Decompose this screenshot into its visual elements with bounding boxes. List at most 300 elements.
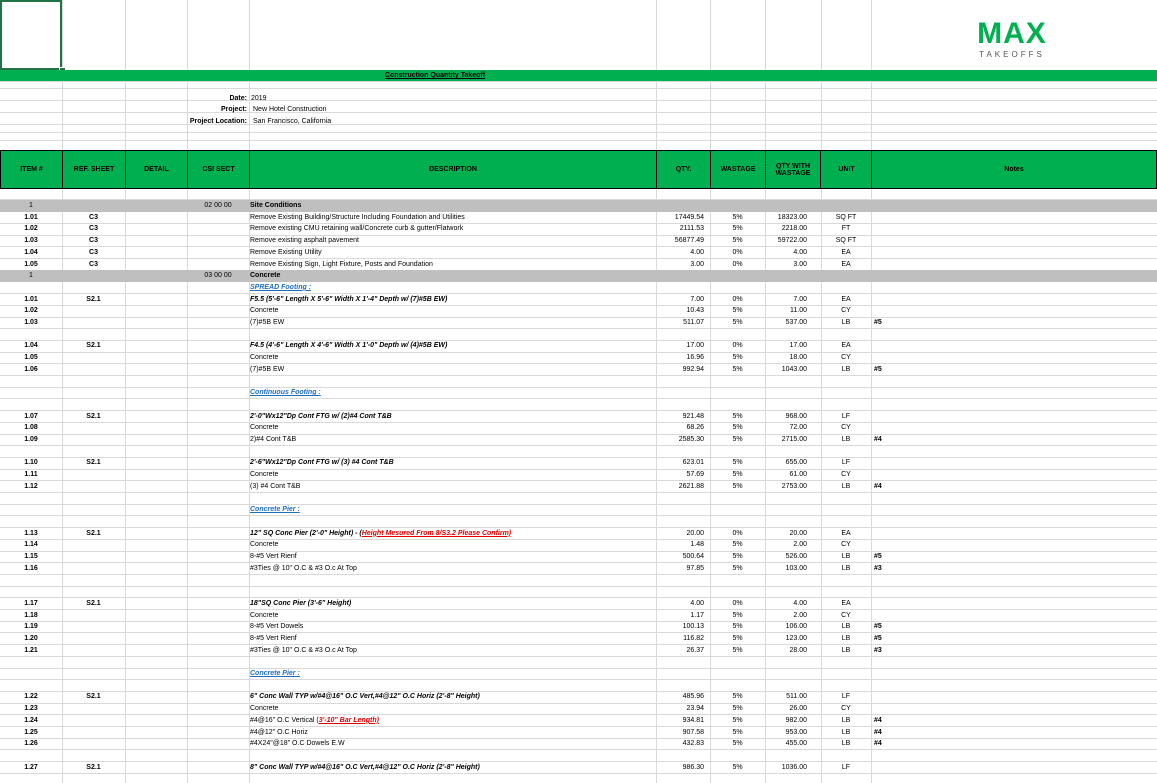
cell-ref[interactable]: C3 [89,260,98,268]
cell-w[interactable]: 5% [732,436,743,443]
cell-qw[interactable]: 2.00 [793,611,807,619]
cell-desc[interactable]: 6" Conc Wall TYP w/#4@16" O.C Vert,#4@12" O.C Horiz (2'-8" Height) [250,693,480,701]
cell-unit[interactable]: LB [841,634,851,642]
cell-item[interactable]: 1.15 [24,553,38,560]
cell-qty[interactable]: 56877.49 [674,237,704,245]
cell-item[interactable]: 1.16 [24,564,38,572]
cell-unit[interactable]: LB [841,365,851,373]
table-row[interactable] [0,387,1157,399]
blank-row[interactable] [0,446,1157,458]
cell-unit[interactable]: LF [841,459,851,467]
cell-note[interactable]: #4 [874,436,882,443]
cell-w[interactable]: 5% [732,705,743,713]
sheet-title[interactable]: Construction Quantity Takeoff [384,72,486,79]
cell-w[interactable]: 5% [732,213,743,221]
cell-qw[interactable]: 61.00 [789,471,807,479]
cell-ref[interactable]: S2.1 [86,459,101,467]
cell-item[interactable]: 1.03 [24,319,38,326]
cell-note[interactable]: #4 [874,728,882,736]
table-row[interactable] [0,481,1157,493]
cell-qty[interactable]: 68.26 [686,424,704,432]
cell-ref[interactable]: C3 [89,213,98,221]
cell-item[interactable]: 1.27 [24,763,38,771]
cell-desc[interactable]: (3) #4 Cont T&B [250,482,301,490]
cell-item[interactable]: 1.19 [24,623,38,631]
table-row[interactable] [0,551,1157,563]
header-notes[interactable]: Notes [1004,166,1024,173]
cell-unit[interactable]: LF [841,763,851,771]
cell-qw[interactable]: 3.00 [793,260,807,268]
cell-unit[interactable]: CY [841,354,851,362]
cell-qw[interactable]: 537.00 [785,319,807,326]
table-row[interactable] [0,352,1157,364]
cell-w[interactable]: 0% [732,342,743,350]
cell-unit[interactable]: LF [841,412,851,420]
cell-item[interactable]: 1.18 [24,611,38,619]
blank-row[interactable] [0,656,1157,668]
cell-desc[interactable]: Remove existing CMU retaining wall/Concrete curb & gutter/Flatwork [250,225,464,233]
cell-qw[interactable]: 2753.00 [781,482,807,490]
cell-qty[interactable]: 17.00 [686,342,704,350]
cell-w[interactable]: 0% [732,248,743,256]
cell-item[interactable]: 1.01 [24,213,38,221]
table-row[interactable] [0,645,1157,657]
cell-unit[interactable]: LB [841,564,851,572]
cell-qty[interactable]: 2111.53 [679,225,704,233]
cell-ref[interactable]: S2.1 [86,529,101,537]
cell-qty[interactable]: 907.58 [682,728,704,736]
cell-qty[interactable]: 934.81 [682,716,704,724]
cell-desc[interactable]: #4@16" O.C Vertical (3'-10" Bar Length) [250,716,379,724]
cell-w[interactable]: 5% [732,623,743,631]
cell-qty[interactable]: 921.48 [682,412,704,420]
cell-desc[interactable]: 2'-6"Wx12"Dp Cont FTG w/ (3) #4 Cont T&B [250,459,394,467]
cell-qw[interactable]: 968.00 [785,412,807,420]
cell-desc[interactable]: Remove Existing Building/Structure Including Foundation and Utilities [250,213,465,221]
cell-item[interactable]: 1.09 [24,436,38,443]
cell-desc[interactable]: Remove Existing Sign, Light Fixture, Posts and Foundation [250,260,433,268]
blank-row[interactable] [0,376,1157,388]
header-qty[interactable]: QTY. [657,151,711,188]
cell-qw[interactable]: 72.00 [789,424,807,432]
cell-qw[interactable]: 4.00 [793,599,807,607]
cell-item[interactable]: 1.26 [24,740,38,748]
cell-w[interactable]: 5% [732,307,743,315]
cell-item[interactable]: 1.04 [24,248,38,256]
cell-unit[interactable]: LB [841,716,851,724]
subheading-link[interactable]: SPREAD Footing : [250,283,312,291]
cell-item[interactable]: 1.22 [24,693,38,701]
cell-qw[interactable]: 4.00 [793,248,807,256]
header-ref-sheet[interactable]: REF. SHEET [63,151,126,188]
cell-ref[interactable]: C3 [89,237,98,245]
info-label-project[interactable]: Project: [220,106,247,113]
grid-hline [0,132,1157,133]
cell-qty[interactable]: 26.37 [686,646,704,654]
cell-qw[interactable]: 953.00 [785,728,807,736]
cell-w[interactable]: 5% [732,728,743,736]
cell-qw[interactable]: 20.00 [789,529,807,537]
cell-qty[interactable]: 992.94 [682,365,704,373]
cell-unit[interactable]: CY [841,471,851,479]
cell-qw[interactable]: 982.00 [785,716,807,724]
header-description[interactable]: DESCRIPTION [250,151,657,188]
cell-item[interactable]: 1.13 [24,529,38,537]
cell-item[interactable]: 1.17 [24,599,38,607]
table-row[interactable] [0,504,1157,516]
cell-desc[interactable]: #4@12" O.C Horiz [250,728,308,736]
cell-unit[interactable]: LB [841,482,851,490]
cell-desc[interactable] [250,668,655,680]
cell-item[interactable]: 1.04 [24,342,38,350]
cell-item[interactable]: 1.21 [24,646,38,654]
cell-desc[interactable]: #3Ties @ 10" O.C & #3 O.c At Top [250,564,357,572]
cell-qw[interactable]: 18.00 [789,354,807,362]
info-label-location[interactable]: Project Location: [189,118,247,125]
cell-note[interactable]: #3 [874,564,882,572]
cell-unit[interactable]: LB [841,728,851,736]
cell-unit[interactable]: EA [841,295,851,303]
cell-item[interactable]: 1.03 [24,237,38,245]
cell-qty[interactable]: 10.43 [686,307,704,315]
cell-desc[interactable]: F5.5 (5'-6" Length X 5'-6" Width X 1'-4" Depth w/ (7)#5B EW) [250,295,448,303]
cell-unit[interactable]: LB [841,553,851,560]
header-csi-sect[interactable]: CSI SECT [188,151,250,188]
cell-w[interactable]: 5% [732,365,743,373]
cell-desc[interactable]: Concrete [250,354,279,362]
cell-item[interactable]: 1.05 [24,260,38,268]
table-row[interactable] [0,762,1157,774]
cell-note[interactable]: #5 [874,365,882,373]
cell-qty[interactable]: 2585.30 [678,436,704,443]
cell-qty[interactable]: 511.07 [683,319,704,326]
cell-qw[interactable]: 2218.00 [781,225,807,233]
cell-item[interactable]: 1.06 [24,365,38,373]
cell-item[interactable]: 1.05 [24,354,38,362]
blank-row[interactable] [0,493,1157,505]
cell-ref[interactable]: C3 [89,248,98,256]
cell-unit[interactable]: LB [841,436,851,443]
cell-unit[interactable]: LF [841,693,851,701]
info-value-location[interactable]: San Francisco, California [253,118,332,125]
cell-qw[interactable]: 59722.00 [777,237,807,245]
cell-qw[interactable]: 2715.00 [781,436,807,443]
cell-w[interactable]: 5% [732,611,743,619]
cell-item[interactable]: 1 [29,272,33,280]
cell-qw[interactable]: 11.00 [790,307,807,315]
cell-desc[interactable]: 8-#5 Vert Rienf [250,634,297,642]
table-row[interactable] [0,247,1157,259]
cell-csi[interactable]: 03 00 00 [204,272,232,280]
cell-qty[interactable]: 23.94 [686,705,704,713]
cell-w[interactable]: 5% [732,482,743,490]
table-row[interactable] [0,528,1157,540]
cell-qw[interactable]: 1036.00 [781,763,807,771]
cell-qw[interactable]: 655.00 [785,459,807,467]
cell-qty[interactable]: 3.00 [690,260,704,268]
cell-item[interactable]: 1.12 [24,482,38,490]
cell-desc[interactable]: Concrete [250,272,281,280]
cell-qty[interactable]: 116.82 [683,634,704,642]
cell-desc[interactable]: Concrete [250,307,279,315]
cell-qw[interactable]: 455.00 [785,740,807,748]
table-row[interactable] [0,691,1157,703]
section-row[interactable] [0,200,1157,212]
header-detail[interactable]: DETAIL [126,151,188,188]
table-row[interactable] [0,434,1157,446]
cell-desc[interactable]: Remove existing asphalt pavement [250,237,359,245]
cell-qty[interactable]: 4.00 [690,248,704,256]
table-row[interactable] [0,411,1157,423]
cell-desc[interactable]: Site Conditions [250,202,302,209]
header-item[interactable]: ITEM # [1,151,63,188]
cell-note[interactable]: #4 [874,716,882,724]
cell-qty[interactable]: 97.85 [686,564,704,572]
cell-desc[interactable]: 8-#5 Vert Rienf [250,553,297,560]
subheading-link[interactable]: Continuous Footing : [250,389,321,397]
table-row[interactable] [0,223,1157,235]
cell-w[interactable]: 5% [732,740,743,748]
header-qty-with-wastage[interactable]: QTY WITH WASTAGE [766,151,821,188]
cell-item[interactable]: 1.20 [24,634,38,642]
header-wastage[interactable]: WASTAGE [711,151,766,188]
cell-item[interactable]: 1.08 [24,424,38,432]
info-value-project[interactable]: New Hotel Construction [253,106,327,113]
cell-w[interactable]: 0% [732,599,743,607]
cell-ref[interactable]: S2.1 [86,763,101,771]
cell-w[interactable]: 5% [732,763,743,771]
cell-qty[interactable]: 1.17 [690,611,704,619]
cell-ref[interactable]: S2.1 [86,295,101,303]
cell-ref[interactable]: S2.1 [86,342,101,350]
subheading-link[interactable]: Concrete Pier : [250,506,300,514]
cell-qty[interactable]: 1.48 [690,541,704,549]
cell-unit[interactable]: EA [841,260,851,268]
cell-desc[interactable]: (7)#5B EW [250,319,285,326]
cell-w[interactable]: 5% [732,354,743,362]
table-row[interactable] [0,598,1157,610]
cell-desc[interactable]: 2'-0"Wx12"Dp Cont FTG w/ (2)#4 Cont T&B [250,412,392,420]
cell-qw[interactable]: 18323.00 [777,213,807,221]
cell-qw[interactable]: 1043.00 [781,365,807,373]
cell-unit[interactable]: LB [841,623,851,631]
cell-desc[interactable]: 8" Conc Wall TYP w/#4@16" O.C Vert,#4@12" O.C Horiz (2'-8" Height) [250,763,480,771]
blank-row[interactable] [0,750,1157,762]
cell-w[interactable]: 5% [732,564,743,572]
cell-w[interactable]: 0% [732,529,743,537]
header-unit[interactable]: UNIT [822,151,872,188]
selected-cell[interactable] [0,0,62,70]
cell-desc[interactable]: 2)#4 Cont T&B [250,436,297,443]
cell-w[interactable]: 5% [732,424,743,432]
cell-w[interactable]: 5% [732,553,743,560]
cell-desc[interactable] [250,282,655,294]
cell-item[interactable]: 1.25 [24,728,38,736]
cell-desc[interactable]: 18"SQ Conc Pier (3'-6" Height) [250,599,352,607]
cell-desc[interactable]: Concrete [250,424,279,432]
cell-desc[interactable]: 8-#5 Vert Dowels [250,623,304,631]
cell-w[interactable]: 5% [732,646,743,654]
table-row[interactable] [0,610,1157,622]
cell-qw[interactable]: 103.00 [785,564,807,572]
subheading-link[interactable]: Concrete Pier : [250,670,300,677]
cell-desc[interactable]: Concrete [250,541,279,549]
cell-ref[interactable]: S2.1 [86,412,101,420]
cell-desc[interactable]: (7)#5B EW [250,365,285,373]
cell-note[interactable]: #5 [874,553,882,560]
cell-w[interactable]: 5% [732,693,743,701]
cell-qw[interactable]: 511.00 [786,693,807,701]
cell-qw[interactable]: 28.00 [789,646,807,654]
cell-item[interactable]: 1.02 [24,225,38,233]
section-row[interactable] [0,270,1157,282]
cell-unit[interactable]: LB [841,646,851,654]
cell-unit[interactable]: CY [841,611,851,619]
blank-row[interactable] [0,329,1157,341]
cell-unit[interactable]: LB [841,319,851,326]
cell-qty[interactable]: 2621.88 [678,482,704,490]
blank-row[interactable] [0,516,1157,528]
cell-w[interactable]: 5% [732,225,743,233]
cell-qty[interactable]: 57.69 [686,471,704,479]
cell-desc[interactable]: Concrete [250,705,279,713]
cell-desc[interactable]: Remove Existing Utility [250,248,322,256]
cell-qw[interactable]: 26.00 [789,705,807,713]
cell-unit[interactable]: EA [841,248,851,256]
cell-unit[interactable]: EA [841,342,851,350]
table-row[interactable] [0,539,1157,551]
table-row[interactable] [0,305,1157,317]
cell-w[interactable]: 5% [732,412,743,420]
info-label-date[interactable]: Date: [229,95,247,102]
table-row[interactable] [0,317,1157,329]
table-row[interactable] [0,563,1157,575]
table-row[interactable] [0,364,1157,376]
cell-note[interactable]: #5 [874,623,882,631]
cell-desc[interactable]: F4.5 (4'-6" Length X 4'-6" Width X 1'-0" Depth w/ (4)#5B EW) [250,342,448,350]
blank-row[interactable] [0,574,1157,586]
cell-w[interactable]: 5% [732,541,743,549]
table-row[interactable] [0,294,1157,306]
cell-qw[interactable]: 526.00 [785,553,807,560]
cell-qty[interactable]: 623.01 [682,459,704,467]
table-row[interactable] [0,457,1157,469]
table-row[interactable] [0,259,1157,271]
cell-w[interactable]: 5% [732,319,743,326]
table-row[interactable] [0,738,1157,750]
cell-unit[interactable]: SQ FT [835,237,857,245]
cell-qty[interactable]: 100.13 [682,623,704,631]
cell-item[interactable]: 1.07 [24,412,38,420]
cell-w[interactable]: 5% [732,459,743,467]
cell-desc[interactable]: 12" SQ Conc Pier (2'-0" Height) - (Height Mesured From 8/S3.2 Please Confirm) [250,529,512,537]
cell-w[interactable]: 5% [732,471,743,479]
cell-qw[interactable]: 106.00 [785,623,807,631]
cell-qty[interactable]: 485.96 [682,693,704,701]
table-row[interactable] [0,703,1157,715]
cell-w[interactable]: 5% [732,634,743,642]
cell-desc[interactable]: #3Ties @ 10" O.C & #3 O.c At Top [250,646,357,654]
cell-qty[interactable]: 7.00 [690,295,704,303]
cell-qty[interactable]: 16.96 [686,354,704,362]
cell-note[interactable]: #3 [874,646,882,654]
cell-desc[interactable]: Concrete [250,611,279,619]
cell-item[interactable]: 1.24 [24,716,38,724]
cell-unit[interactable]: CY [841,541,851,549]
table-row[interactable] [0,621,1157,633]
cell-unit[interactable]: FT [841,225,851,233]
table-row[interactable] [0,422,1157,434]
cell-qw[interactable]: 2.00 [793,541,807,549]
cell-qw[interactable]: 7.00 [793,295,807,303]
cell-ref[interactable]: S2.1 [86,599,101,607]
table-row[interactable] [0,668,1157,680]
cell-qw[interactable]: 123.00 [785,634,807,642]
table-row[interactable] [0,235,1157,247]
cell-ref[interactable]: C3 [89,225,98,233]
cell-qty[interactable]: 20.00 [686,529,704,537]
info-value-date[interactable]: 2019 [251,95,267,102]
table-row[interactable] [0,727,1157,739]
table-row[interactable] [0,340,1157,352]
cell-desc[interactable] [250,387,655,399]
cell-unit[interactable]: SQ FT [835,213,857,221]
cell-note[interactable]: #4 [874,482,882,490]
blank-row[interactable] [0,680,1157,692]
cell-item[interactable]: 1.10 [24,459,38,467]
table-row[interactable] [0,633,1157,645]
cell-qty[interactable]: 432.83 [682,740,704,748]
cell-item[interactable]: 1.11 [24,471,38,479]
blank-row[interactable] [0,586,1157,598]
cell-w[interactable]: 0% [732,295,743,303]
cell-unit[interactable]: EA [841,599,851,607]
cell-unit[interactable]: CY [841,307,851,315]
cell-note[interactable]: #5 [874,634,882,642]
cell-item[interactable]: 1.01 [24,295,38,303]
blank-row[interactable] [0,399,1157,411]
cell-qty[interactable]: 4.00 [690,599,704,607]
cell-qty[interactable]: 500.64 [682,553,704,560]
cell-ref[interactable]: S2.1 [86,693,101,701]
cell-unit[interactable]: CY [841,424,851,432]
cell-item[interactable]: 1.02 [24,307,38,315]
table-row[interactable] [0,282,1157,294]
cell-note[interactable]: #5 [874,319,882,326]
cell-desc[interactable] [250,504,655,516]
table-row[interactable] [0,469,1157,481]
cell-unit[interactable]: LB [841,740,851,748]
cell-item[interactable]: 1.23 [24,705,38,713]
table-row[interactable] [0,212,1157,224]
cell-desc[interactable]: Concrete [250,471,279,479]
cell-item[interactable]: 1 [29,202,33,209]
cell-csi[interactable]: 02 00 00 [204,202,232,209]
cell-qty[interactable]: 17449.54 [674,213,704,221]
cell-w[interactable]: 5% [732,237,743,245]
cell-qw[interactable]: 17.00 [789,342,807,350]
cell-unit[interactable]: EA [841,529,851,537]
cell-item[interactable]: 1.14 [24,541,38,549]
cell-w[interactable]: 5% [732,716,743,724]
grid-hline [0,140,1157,141]
cell-w[interactable]: 0% [732,260,743,268]
cell-note[interactable]: #4 [874,740,882,748]
table-row[interactable] [0,715,1157,727]
cell-desc[interactable]: #4X24"@18" O.C Dowels E.W [250,740,345,748]
cell-unit[interactable]: CY [841,705,851,713]
cell-qty[interactable]: 986.30 [682,763,704,771]
